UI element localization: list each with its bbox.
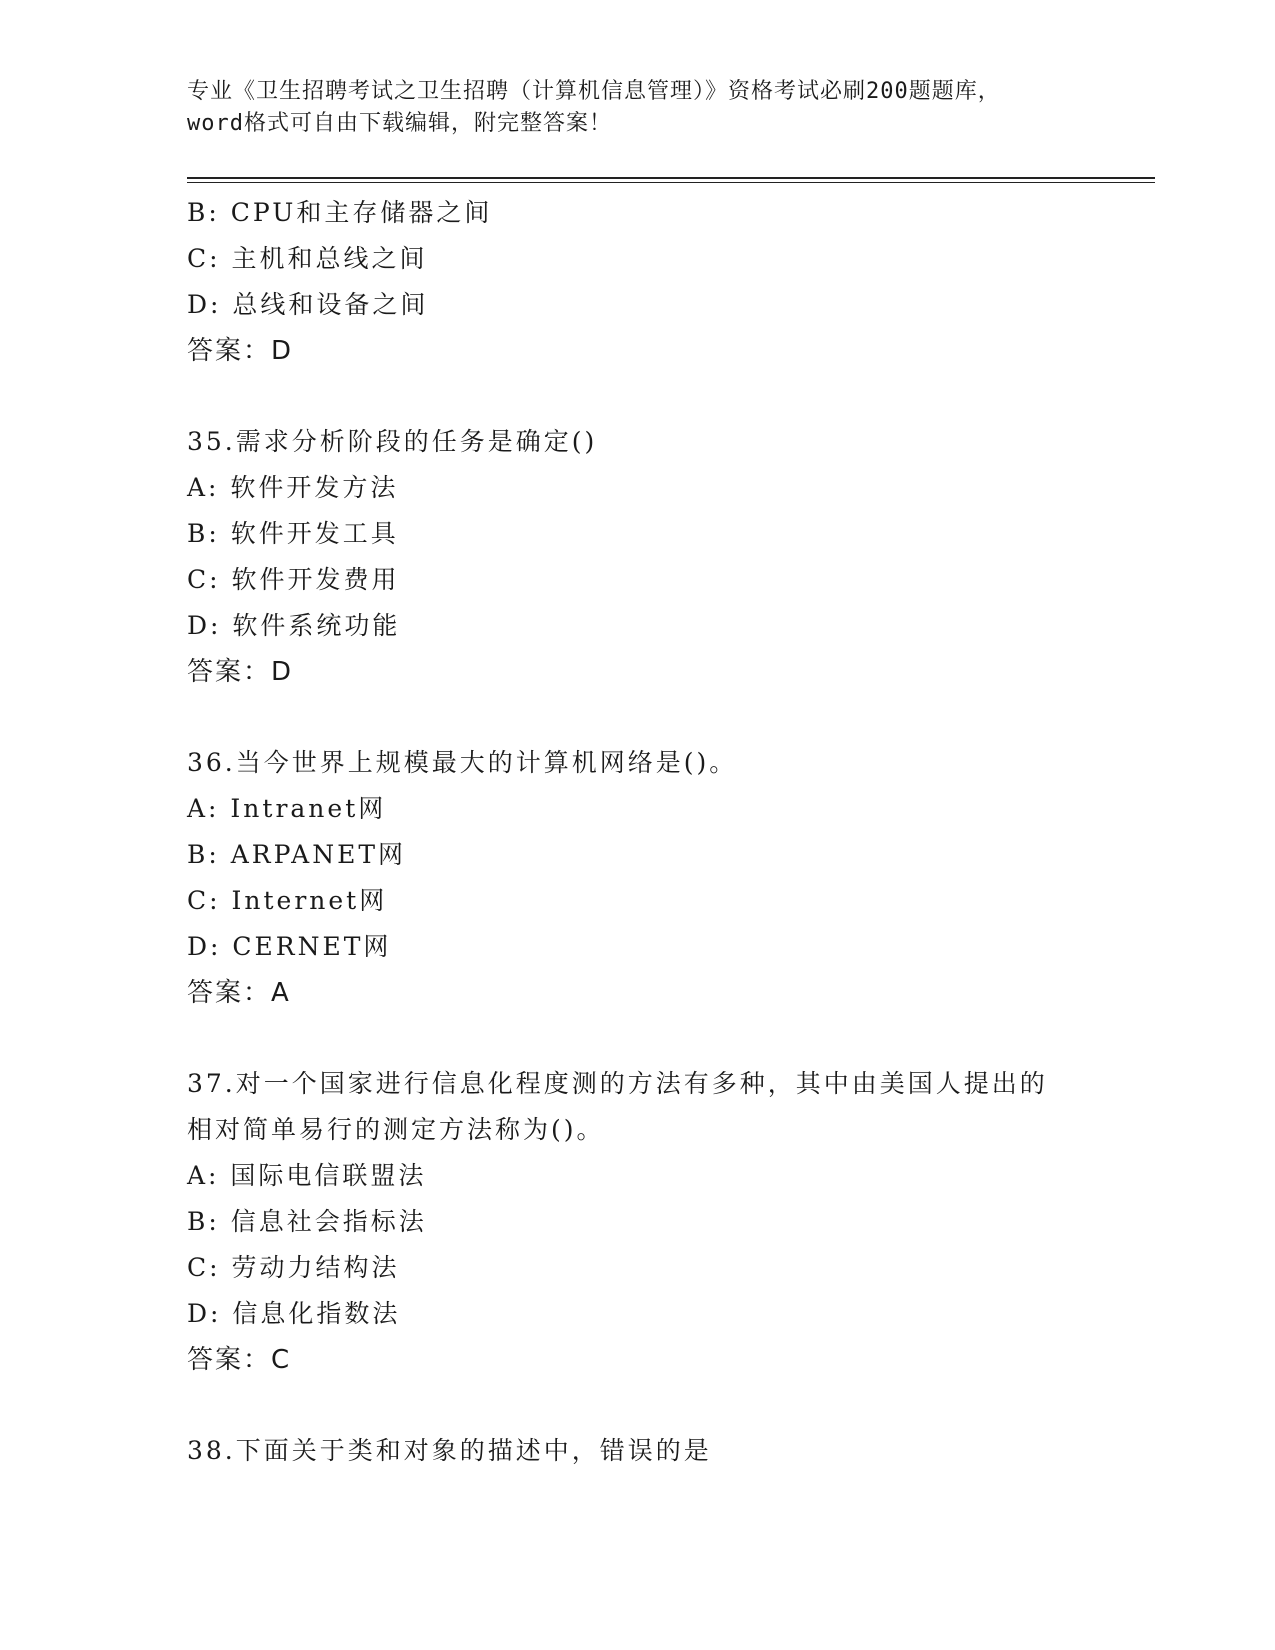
- option-b: B: ARPANET网: [187, 840, 406, 869]
- question-38: [187, 1428, 1087, 1474]
- option-d: D: 软件系统功能: [187, 611, 401, 640]
- option-d: D: CERNET网: [187, 932, 392, 961]
- answer: 答案：D: [187, 657, 294, 687]
- option-b: B: 软件开发工具: [187, 519, 399, 548]
- option-c: C: 劳动力结构法: [187, 1253, 400, 1282]
- answer: 答案：A: [187, 978, 291, 1008]
- option-c: C: 软件开发费用: [187, 565, 400, 594]
- question-37: [187, 1061, 1087, 1383]
- question-text: 38.下面关于类和对象的描述中，错误的是: [187, 1436, 712, 1465]
- question-text-line-2: 相对简单易行的测定方法称为()。: [187, 1115, 605, 1144]
- answer: 答案：D: [187, 336, 294, 366]
- question-text-line-1: 37.对一个国家进行信息化程度测的方法有多种，其中由美国人提出的: [187, 1069, 1048, 1098]
- option-b: B: 信息社会指标法: [187, 1207, 427, 1236]
- header-divider-thick: [187, 177, 1155, 179]
- answer: 答案：C: [187, 1345, 292, 1375]
- question-list: [187, 190, 1087, 1474]
- spacer: [187, 1383, 1087, 1428]
- option-c: C: 主机和总线之间: [187, 244, 428, 273]
- header-line-1: 专业《卫生招聘考试之卫生招聘（计算机信息管理）》资格考试必刷200题题库，: [187, 79, 1001, 104]
- option-c: C: Internet网: [187, 886, 388, 915]
- document-header: [187, 76, 1087, 140]
- option-a: A: 国际电信联盟法: [187, 1161, 427, 1190]
- header-divider-thin: [187, 182, 1155, 183]
- header-line-2: word格式可自由下载编辑，附完整答案！: [187, 111, 612, 136]
- question-text: 35.需求分析阶段的任务是确定(): [187, 427, 598, 456]
- question-35: [187, 419, 1087, 695]
- spacer: [187, 695, 1087, 740]
- option-b: B: CPU和主存储器之间: [187, 198, 493, 227]
- option-a: A: 软件开发方法: [187, 473, 399, 502]
- spacer: [187, 374, 1087, 419]
- option-a: A: Intranet网: [187, 794, 387, 823]
- question-text: 36.当今世界上规模最大的计算机网络是()。: [187, 748, 738, 777]
- option-d: D: 信息化指数法: [187, 1299, 401, 1328]
- question-36: [187, 740, 1087, 1016]
- question-34: [187, 190, 1087, 374]
- option-d: D: 总线和设备之间: [187, 290, 429, 319]
- spacer: [187, 1016, 1087, 1061]
